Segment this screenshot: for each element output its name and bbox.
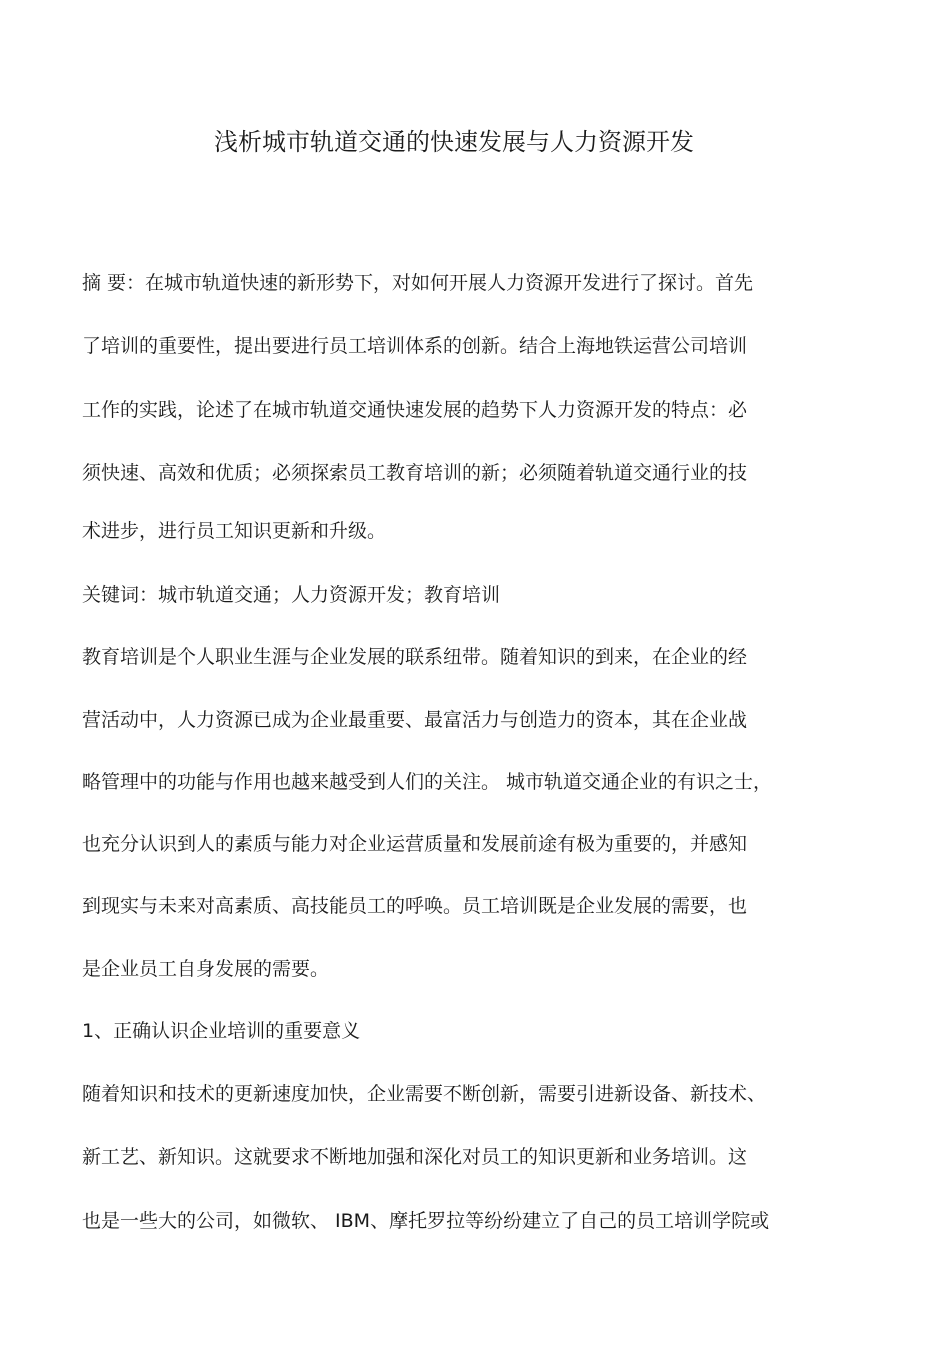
section-heading: 1、正确认识企业培训的重要意义 [82,1020,361,1042]
body-line-4: 也充分认识到人的素质与能力对企业运营质量和发展前途有极为重要的，并感知 [82,833,748,855]
body-line-8: 新工艺、新知识。这就要求不断地加强和深化对员工的知识更新和业务培训。这 [82,1146,748,1168]
keywords-line: 关键词：城市轨道交通；人力资源开发；教育培训 [82,584,501,606]
abstract-line-5: 术进步，进行员工知识更新和升级。 [82,520,387,542]
body-line-6: 是企业员工自身发展的需要。 [82,958,330,980]
document-title: 浅析城市轨道交通的快速发展与人力资源开发 [214,128,694,156]
body-line-3: 略管理中的功能与作用也越来越受到人们的关注。 城市轨道交通企业的有识之士， [82,771,773,793]
abstract-line-1: 摘 要：在城市轨道快速的新形势下，对如何开展人力资源开发进行了探讨。首先 [82,272,754,294]
body-line-9: 也是一些大的公司，如微软、 IBM、摩托罗拉等纷纷建立了自己的员工培训学院或 [82,1210,770,1232]
abstract-line-3: 工作的实践，论述了在城市轨道交通快速发展的趋势下人力资源开发的特点：必 [82,399,748,421]
abstract-line-4: 须快速、高效和优质；必须探索员工教育培训的新；必须随着轨道交通行业的技 [82,462,748,484]
body-line-2: 营活动中，人力资源已成为企业最重要、最富活力与创造力的资本，其在企业战 [82,709,748,731]
body-line-7: 随着知识和技术的更新速度加快，企业需要不断创新，需要引进新设备、新技术、 [82,1083,767,1105]
body-line-1: 教育培训是个人职业生涯与企业发展的联系纽带。随着知识的到来，在企业的经 [82,646,748,668]
body-line-5: 到现实与未来对高素质、高技能员工的呼唤。员工培训既是企业发展的需要，也 [82,895,748,917]
abstract-line-2: 了培训的重要性，提出要进行员工培训体系的创新。结合上海地铁运营公司培训 [82,335,748,357]
